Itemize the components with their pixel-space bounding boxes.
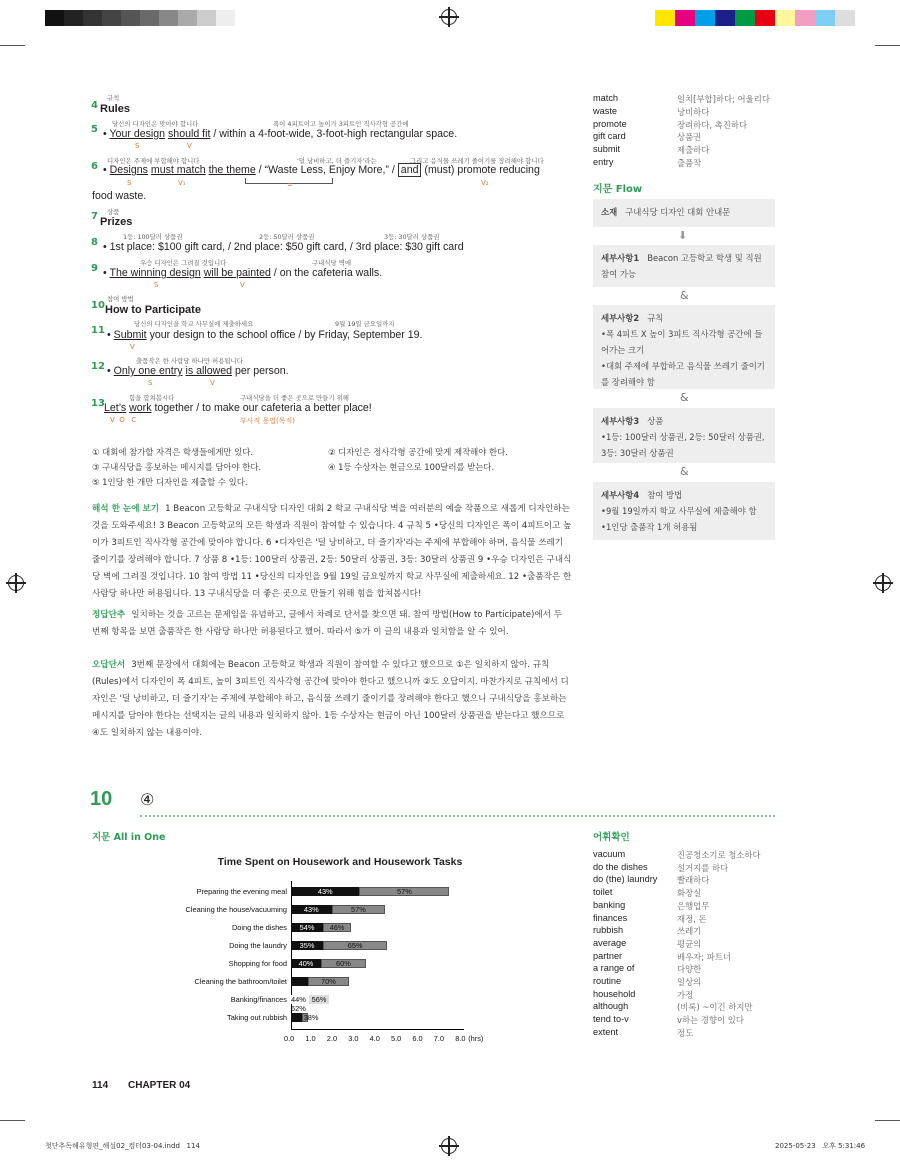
chart-data-label: 44% — [291, 995, 309, 1004]
vocab-item — [593, 144, 793, 157]
chart-data-label: 62% — [291, 1004, 306, 1013]
sentence-number: 7 — [91, 211, 98, 222]
chart-x-tick: 7.0 — [433, 1034, 445, 1043]
sentence-12: • Only one entry is allowed per person. — [107, 365, 289, 377]
grammar-mark: V₂ — [481, 179, 489, 187]
gloss: 당신의 디자인을 학교 사무실에 제출하세요 — [134, 320, 254, 328]
flow-topic: 소재 구내식당 디자인 대회 안내문 — [593, 199, 775, 227]
registration-mark-icon — [875, 575, 891, 591]
vocab-meaning: 가정 — [677, 989, 694, 1000]
section-title: 지문 All in One — [92, 832, 166, 843]
sentence-number: 11 — [91, 325, 105, 336]
chart-data-label: 35% — [299, 941, 315, 950]
sentence-13: Let’s work together / to make our cafeteria a better place! — [104, 402, 372, 414]
grammar-mark: V O C — [110, 416, 137, 424]
vocab-word: routine — [593, 976, 622, 986]
vocab-meaning: 재정, 돈 — [677, 913, 707, 924]
divider-dotted — [140, 815, 775, 817]
chart-x-tick: 8.0 — [455, 1034, 466, 1043]
vocab-meaning: 진공청소기로 청소하다 — [677, 850, 761, 860]
translation-block — [92, 501, 572, 603]
gloss: '덜 낭비하고, 더 즐기자'라는 — [297, 157, 377, 165]
chart-data-label: 60% — [336, 959, 351, 968]
gloss: 구내식당을 더 좋은 곳으로 만들기 위해 — [240, 394, 349, 402]
option-1: ① 대회에 참가할 자격은 학생들에게만 있다. — [92, 447, 254, 457]
gloss: 출품작은 한 사람당 하나만 허용됩니다 — [136, 357, 243, 365]
flow-ampersand: & — [680, 465, 689, 478]
crop-mark — [0, 1120, 25, 1121]
chart-category-label: Taking out rubbish — [227, 1013, 287, 1022]
chart-x-unit: (hrs) — [468, 1034, 484, 1043]
chart-data-label: 30% — [291, 977, 306, 986]
chart-data-label: 65% — [347, 941, 363, 950]
vocab-item — [593, 938, 793, 951]
sentence-number: 12 — [91, 361, 105, 372]
question-answer: ④ — [140, 790, 155, 809]
vocab-word: gift card — [593, 131, 626, 142]
flow-ampersand: & — [680, 391, 689, 404]
vocab-word: tend to-v — [593, 1014, 629, 1025]
chart-x-tick: 0.0 — [284, 1034, 295, 1043]
chart-data-label: 46% — [329, 923, 345, 932]
vocab-meaning: v하는 경향이 있다 — [677, 1015, 744, 1026]
chart-data-label: 70% — [321, 977, 336, 986]
chart-category-label: Doing the laundry — [229, 941, 287, 950]
gloss: 폭이 4피트이고 높이가 3피트인 직사각형 공간에 — [273, 120, 409, 128]
vocab-word: waste — [593, 105, 618, 116]
vocab-item — [593, 93, 793, 106]
flow-detail-1: 세부사항1 Beacon 고등학교 학생 및 직원 참여 가능 — [593, 245, 775, 287]
vocab-item — [593, 913, 793, 926]
answer-text: 일치하는 것을 고르는 문제임을 유념하고, 글에서 차례로 단서를 찾으면 돼. 참여 방법(How to Participate)에서 두 번째 항목을 보면 출품작은 한 사람당 하나만 허용된다고 했어. 따라서 ⑤가 이 글의 내용과 일치함을 알 수 있어. — [92, 610, 563, 637]
flow-detail-4: 세부사항4 참여 방법 •9월 19일까지 학교 사무실에 제출해야 함 •1인당 출품작 1개 허용됨 — [593, 482, 775, 540]
vocab-meaning: 일치[부합]하다; 어울리다 — [677, 94, 770, 104]
chart-category-label: Preparing the evening meal — [196, 887, 287, 896]
vocab-item — [593, 157, 793, 170]
crop-mark — [0, 45, 25, 46]
vocab-word: entry — [593, 157, 614, 167]
color-registration-bar — [655, 10, 855, 26]
chart-x-axis — [291, 1029, 464, 1030]
vocab-meaning: (비록) ~이긴 하지만 — [677, 1002, 753, 1013]
wrong-answer-block — [92, 657, 572, 742]
vocab-meaning: 평균의 — [677, 938, 702, 949]
chart-x-tick: 6.0 — [412, 1034, 423, 1043]
flow-detail-3: 세부사항3 상품 •1등: 100달러 상품권, 2등: 50달러 상품권, 3등: 30달러 상품권 — [593, 408, 775, 463]
sentence-11: • Submit your design to the school office / by Friday, September 19. — [107, 329, 423, 341]
grammar-mark: V — [210, 379, 215, 387]
chart-data-label: 38% — [303, 1013, 319, 1022]
translation-text: 1 Beacon 고등학교 구내식당 디자인 대회 2 학교 구내식당 벽을 여러분의 예술 작품으로 새롭게 디자인하는 것을 도와주세요! 3 Beacon 고등학교의 모든 학생과 직원이 참여할 수 있습니다. 4 규칙 5 •당신의 디자인은 폭이 4피트이고 높이가 3피트인 직사각형 공간에 맞아야 합니다. 6 •디자인은 '덜 낭비하고, 더 즐기자'라는 주제에 부합해야 하며, 음식물 쓰레기 줄이기를 장려해야 합니다. 7 상품 8 •1등: 100달러 상품권, 2등: 50달러 상품권, 3등: 30달러 상품권 9 •우승 디자인은 구내식당 벽에 그려질 것입니다. 10 참여 방법 11 •당신의 디자인을 9월 19일 금요일까지 학교 사무실에 제출하세요. 12 •출품작은 한 사람당 하나만 허용됩니다. 13 구내식당을 더 좋은 곳으로 만들기 위해 힘을 합쳐봅시다! — [92, 504, 572, 599]
vocab-word: banking — [593, 899, 626, 910]
prizes-heading: Prizes — [100, 216, 133, 228]
chart-data-label: 43% — [317, 887, 333, 896]
vocab-item — [593, 1027, 793, 1040]
vocab-word: toilet — [593, 887, 613, 898]
sentence-number: 4 — [91, 100, 98, 111]
sentence-number: 5 — [91, 124, 98, 135]
vocab-item — [593, 862, 793, 875]
vocab-word: do (the) laundry — [593, 874, 658, 885]
chart-x-tick: 2.0 — [326, 1034, 338, 1043]
vocab-word: submit — [593, 144, 621, 155]
vocab-meaning: 제출하다 — [677, 145, 710, 156]
vocab-word: extent — [593, 1026, 619, 1037]
vocab-meaning: 빨래하다 — [677, 875, 710, 886]
option-3: ③ 구내식당을 홍보하는 메시지를 담아야 한다. — [92, 462, 262, 472]
vocab-item — [593, 849, 793, 862]
vocab-meaning: 상품권 — [677, 132, 702, 143]
sentence-number: 13 — [91, 398, 105, 409]
gloss: 구내식당 벽에 — [312, 259, 352, 267]
chart-category-label: Shopping for food — [228, 959, 287, 968]
sentence-9: • The winning design will be painted / on the cafeteria walls. — [103, 267, 383, 279]
vocab-item — [593, 900, 793, 913]
grammar-mark: V — [130, 343, 135, 351]
how-to-participate-heading: How to Participate — [105, 304, 201, 316]
sentence-number: 10 — [91, 300, 105, 311]
registration-mark-icon — [8, 575, 24, 591]
vocab-meaning: 정도 — [677, 1027, 694, 1038]
grammar-mark: V — [240, 281, 245, 289]
chart-data-label: 57% — [397, 887, 412, 896]
gloss: 참여 방법 — [107, 295, 134, 303]
gloss: 9월 19일 금요일까지 — [335, 320, 395, 328]
vocab-item — [593, 1001, 793, 1014]
answer-label: 정답단추 — [92, 610, 126, 620]
vocab-word: match — [593, 93, 619, 103]
chart-x-tick: 4.0 — [369, 1034, 380, 1043]
sentence-number: 6 — [91, 161, 98, 172]
answer-block — [92, 607, 572, 641]
vocab-word: do the dishes — [593, 861, 648, 872]
gloss: 2등: 50달러 상품권 — [259, 233, 315, 241]
vocab-item — [593, 887, 793, 900]
chart-data-label: 54% — [299, 923, 315, 932]
chart-category-label: Cleaning the bathroom/toilet — [194, 977, 287, 986]
wrong-answer-label: 오답단서 — [92, 660, 126, 670]
chart-x-tick: 1.0 — [305, 1034, 316, 1043]
vocab-meaning: 배우자; 파트너 — [677, 951, 732, 962]
vocab-meaning: 화장실 — [677, 888, 702, 899]
grammar-mark: V — [187, 142, 192, 150]
chart-data-label: 57% — [351, 905, 366, 914]
chart-title: Time Spent on Housework and Housework Tasks — [217, 856, 463, 868]
vocab-item — [593, 131, 793, 144]
gloss: 3등: 30달러 상품권 — [384, 233, 440, 241]
vocab-word: finances — [593, 912, 628, 923]
vocab-word: promote — [593, 118, 627, 129]
option-4: ④ 1등 수상자는 현금으로 100달러를 받는다. — [328, 462, 495, 472]
grammar-mark: 부사적 용법(목적) — [240, 417, 296, 425]
wrong-answer-text: 3번째 문장에서 대회에는 Beacon 고등학교 학생과 직원이 참여할 수 있다고 했으므로 ①은 일치하지 않아. 규칙(Rules)에서 디자인이 폭 4피트, 높이 3피트인 직사각형 공간에 맞아야 한다고 했으니까 ②도 오답이지. 마찬가지로 규칙에서 디자인은 '덜 낭비하고, 더 즐기자'는 주제에 부합해야 하고, 음식물 쓰레기 줄이기를 장려해야 한다고 했으니 구내식당을 홍보하는 메시지를 담아야 한다는 선택지는 글의 내용과 일치하지 않아. 1등 수상자는 현금이 아닌 100달러 상품권을 받는다고 했으므로 ④도 일치하지 않는 내용이야. — [92, 660, 569, 738]
option-5: ⑤ 1인당 한 개만 디자인을 제출할 수 있다. — [92, 477, 248, 487]
chart-x-tick: 5.0 — [391, 1034, 402, 1043]
vocab-word: partner — [593, 950, 623, 961]
gloss: 규칙 — [107, 94, 120, 102]
vocab-word: average — [593, 937, 627, 948]
vocab-meaning: 일상의 — [677, 977, 702, 987]
bar-chart — [170, 850, 510, 1043]
sentence-6-continued: food waste. — [92, 190, 147, 202]
flow-title: 지문 Flow — [593, 184, 643, 195]
gray-registration-bar — [45, 10, 235, 26]
vocab-word: a range of — [593, 963, 635, 974]
question-number: 10 — [90, 788, 113, 810]
vocab-word: although — [593, 1001, 629, 1012]
chart-category-label: Banking/finances — [230, 995, 287, 1004]
vocab-meaning: 다양한 — [677, 964, 702, 975]
sentence-5: • Your design should fit / within a 4-foot-wide, 3-foot-high rectangular space. — [103, 128, 458, 140]
registration-mark-icon — [441, 1138, 457, 1154]
page-number: 114 — [92, 1080, 109, 1091]
vocab-meaning: 출품작 — [677, 158, 702, 168]
gloss: 그리고 음식물 쓰레기 줄이기를 장려해야 합니다 — [410, 157, 544, 165]
translation-label: 해석 한 눈에 보기 — [92, 504, 160, 514]
vocab-item — [593, 963, 793, 976]
vocab-item — [593, 951, 793, 964]
chart-category-label: Doing the dishes — [231, 923, 287, 932]
vocab-item — [593, 874, 793, 887]
vocab-item — [593, 106, 793, 119]
gloss: 우승 디자인은 그려질 것입니다 — [140, 259, 227, 267]
vocab-word: vacuum — [593, 849, 626, 859]
flow-detail-2: 세부사항2 규칙 •폭 4피트 X 높이 3피트 직사각형 공간에 들어가는 크기 •대회 주제에 부합하고 음식물 쓰레기 줄이기를 장려해야 함 — [593, 305, 775, 389]
vocab-item — [593, 989, 793, 1002]
registration-mark-icon — [441, 9, 457, 25]
vocab-word: rubbish — [593, 925, 624, 936]
grammar-mark: V₁ — [178, 179, 186, 187]
grammar-mark: = — [287, 181, 293, 189]
crop-mark — [875, 1120, 900, 1121]
gloss: 1등: 100달러 상품권 — [123, 233, 183, 241]
gloss: 힘을 합쳐봅시다 — [129, 394, 175, 402]
grammar-mark: S — [148, 379, 153, 387]
vocab-meaning: 장려하다, 촉진하다 — [677, 119, 748, 130]
chart-x-tick: 3.0 — [348, 1034, 359, 1043]
grammar-mark: S — [154, 281, 159, 289]
gloss: 상품 — [107, 208, 120, 216]
sentence-number: 9 — [91, 263, 98, 274]
chart-data-label: 40% — [298, 959, 314, 968]
rules-heading: Rules — [100, 103, 130, 115]
vocab-meaning: 설거지를 하다 — [677, 862, 729, 873]
chart-data-label: 56% — [309, 995, 329, 1004]
sentence-6: • Designs must match the theme / “Waste Less, Enjoy More,” / and (must) promote reducing — [103, 164, 540, 176]
vocab-meaning: 낭비하다 — [677, 106, 710, 117]
vocab-word: household — [593, 988, 636, 999]
grammar-mark: S — [135, 142, 140, 150]
chart-bar-women — [291, 1013, 302, 1022]
crop-mark — [875, 45, 900, 46]
chart-category-label: Cleaning the house/vacuuming — [185, 905, 287, 914]
vocab-item — [593, 925, 793, 938]
vocab-item — [593, 119, 793, 132]
gloss: 당신의 디자인은 맞아야 합니다 — [112, 120, 199, 128]
option-2: ② 디자인은 정사각형 공간에 맞게 제작해야 한다. — [328, 447, 508, 457]
chart-data-label: 43% — [303, 905, 319, 914]
flow-ampersand: & — [680, 289, 689, 302]
vocab-title: 어휘확인 — [593, 832, 630, 843]
vocab-item — [593, 1014, 793, 1027]
arrow-down-icon: ⬇ — [678, 229, 688, 242]
file-name: 첫단추독해유형편_해설02_컴터03-04.indd 114 — [45, 1142, 200, 1150]
gloss: 디자인은 주제에 부합해야 합니다 — [107, 157, 200, 165]
vocab-meaning: 은행업무 — [677, 900, 710, 911]
vocab-item — [593, 976, 793, 989]
print-date: 2025-05-23 오후 5:31:46 — [775, 1142, 866, 1150]
sentence-number: 8 — [91, 237, 98, 248]
chapter-label: CHAPTER 04 — [128, 1080, 191, 1091]
vocab-meaning: 쓰레기 — [677, 926, 702, 937]
grammar-mark: S — [127, 179, 132, 187]
sentence-8: • 1st place: $100 gift card, / 2nd place: $50 gift card, / 3rd place: $30 gift card — [103, 241, 464, 253]
